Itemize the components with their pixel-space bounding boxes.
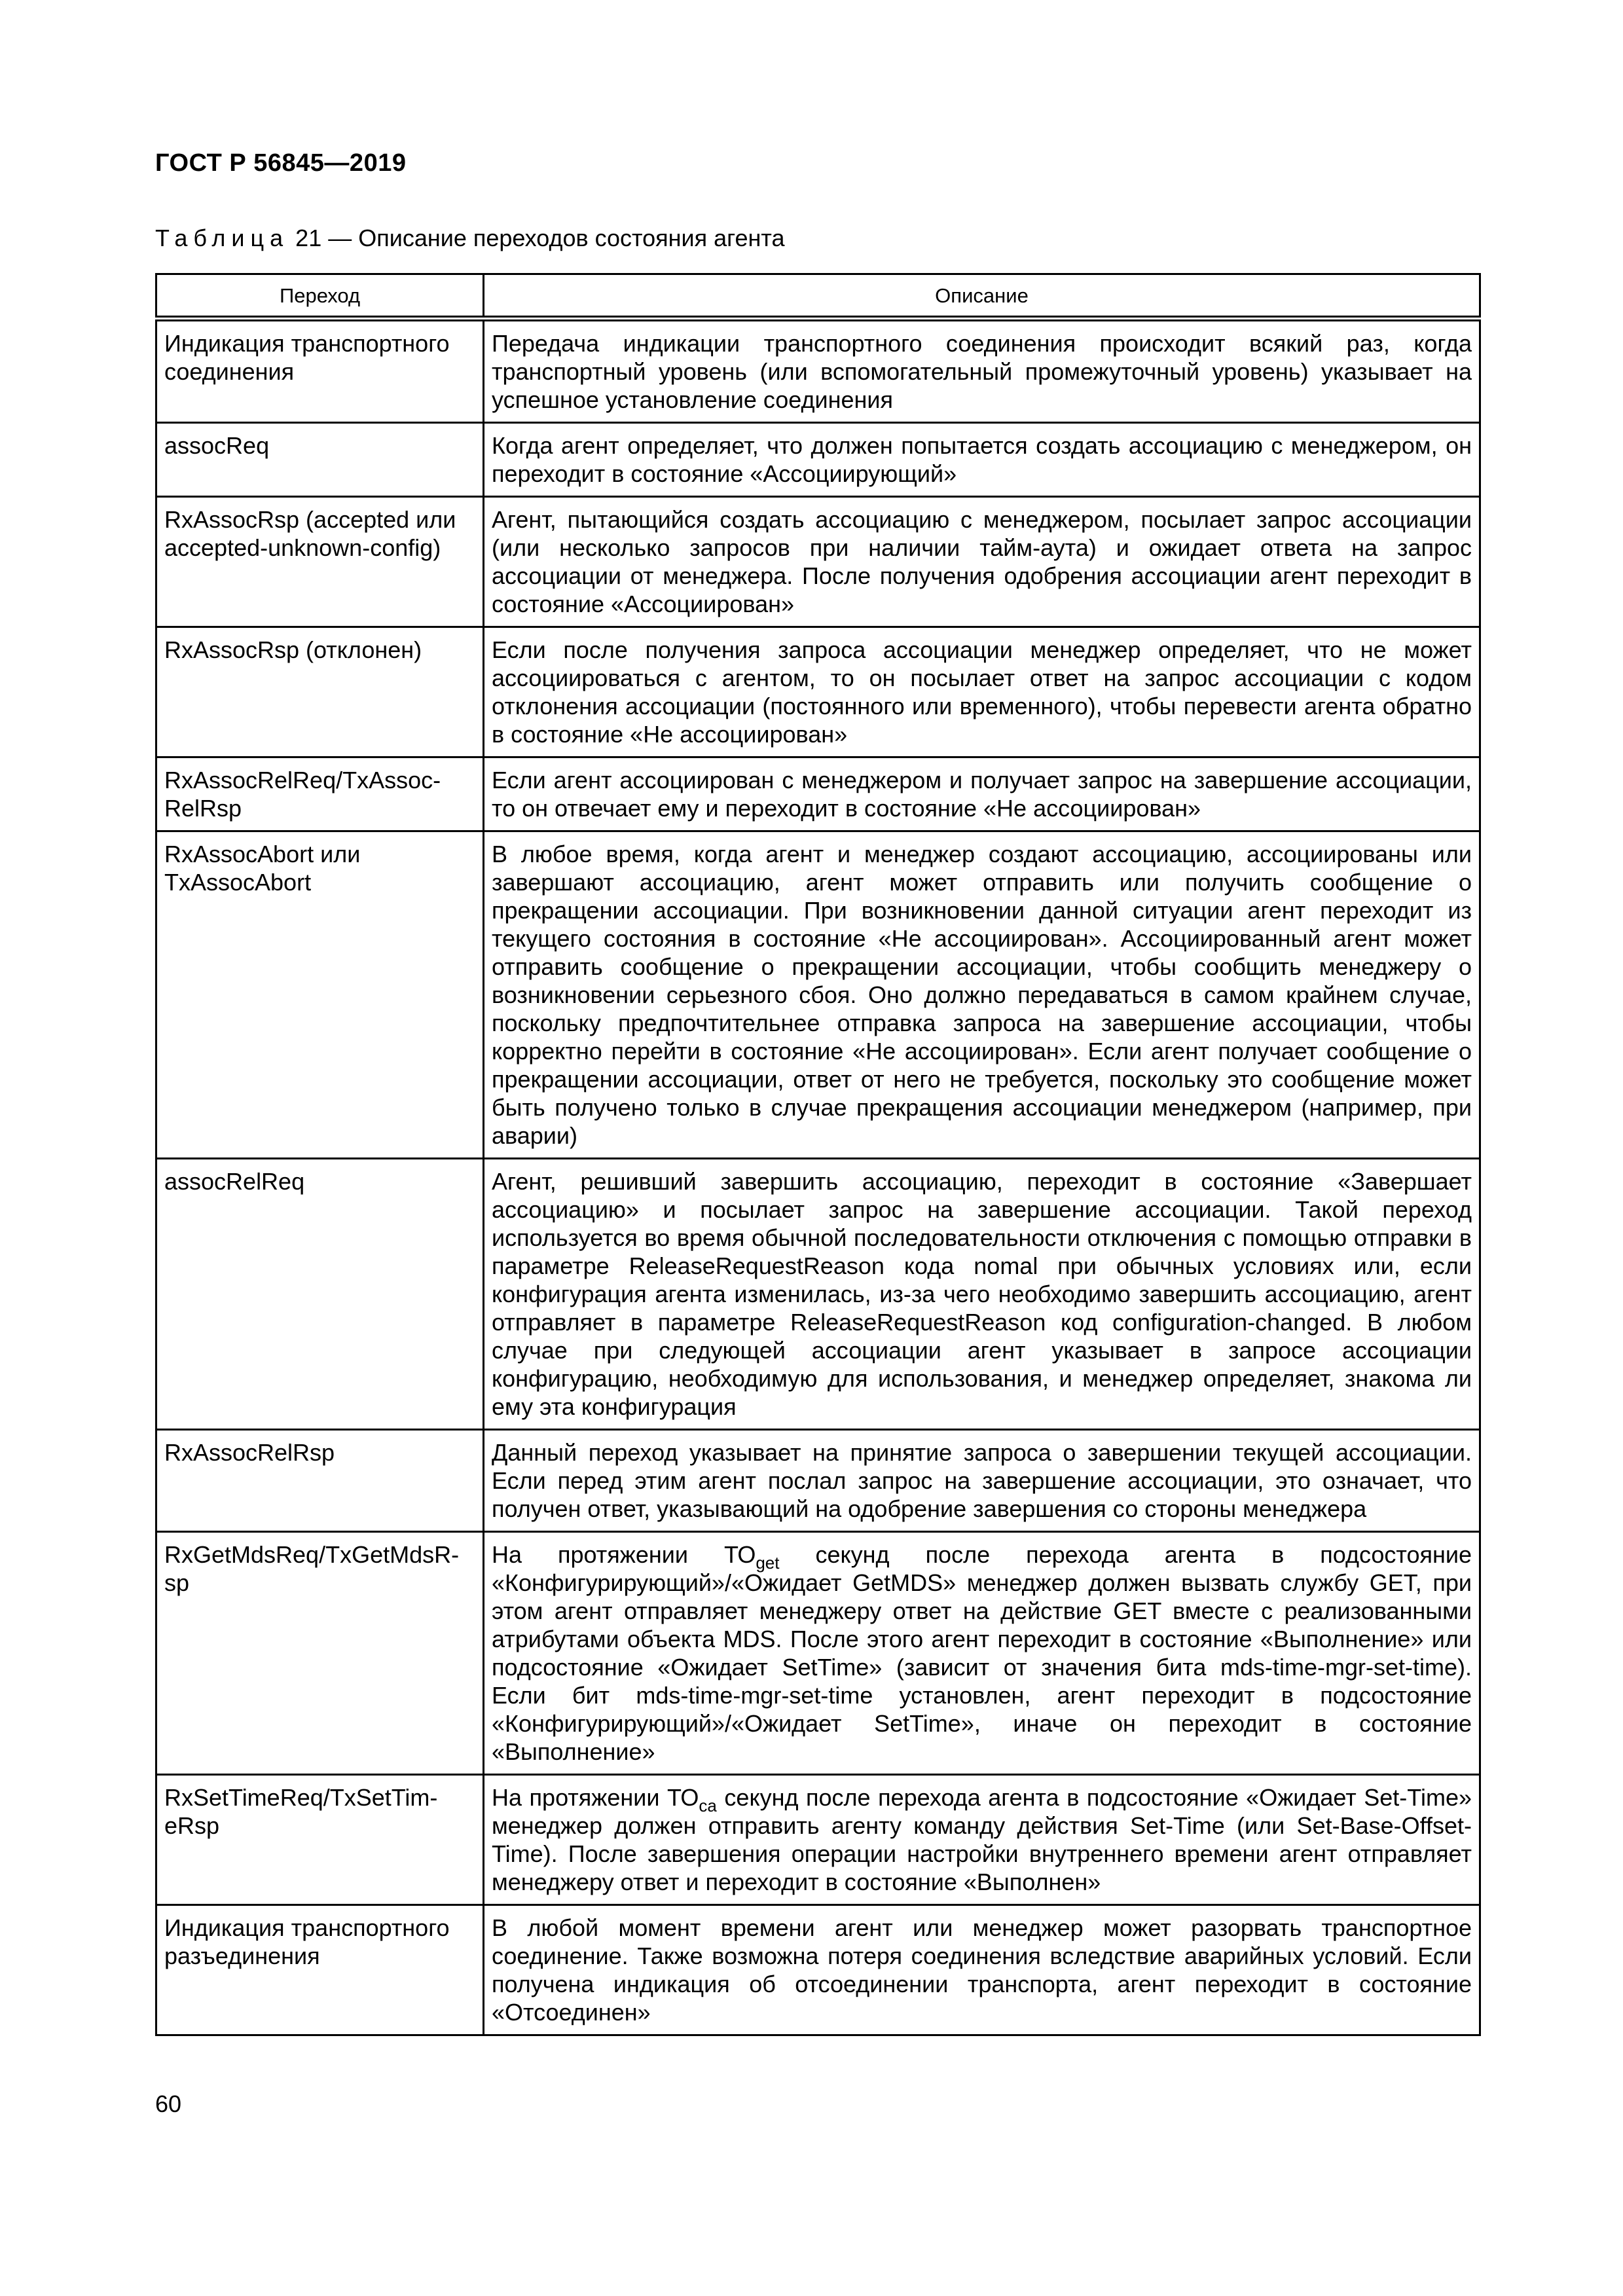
table-row [156,757,1480,831]
caption-label: Таблица [155,225,289,251]
transition-cell: RxSetTimeReq/TxSetTim-eRsp [156,1775,484,1905]
transition-cell: RxAssocRelRsp [156,1430,484,1532]
description-text: На протяжении ТО [492,1784,699,1811]
caption-number: 21 [295,225,322,251]
column-header-description: Описание [484,274,1480,319]
description-text: секунд после перехода агента в подсостояние «Конфигурирующий»/«Ожидает GetMDS» менеджер должен вызвать службу GET, при этом агент отправляет менеджеру ответ на действие GET вместе с реализованными атрибутами объекта MDS. После этого агент переходит в состояние «Выполнение» или подсостояние «Ожидает SetTime» (зависит от значения бита mds-time-mgr-set-time). Если бит mds-time-mgr-set-time установлен, агент переходит в подсостояние «Конфигурирующий»/«Ожидает SetTime», иначе он переходит в состояние «Выполнение» [492,1541,1472,1765]
transition-cell: RxAssocAbort или TxAssocAbort [156,831,484,1159]
timeout-subscript: ca [699,1796,717,1815]
description-cell: Если агент ассоциирован с менеджером и получает запрос на завершение ассоциации, то он отвечает ему и переходит в состояние «Не ассоциирован» [484,757,1480,831]
page-number: 60 [155,2090,182,2117]
transition-cell: RxAssocRsp (accepted или accepted-unknown-config) [156,497,484,627]
description-cell: Передача индикации транспортного соединения происходит всякий раз, когда транспортный уровень (или вспомогательный промежуточный уровень) указывает на успешное установление соединения [484,319,1480,423]
timeout-subscript: get [756,1553,780,1573]
transition-cell: RxAssocRsp (отклонен) [156,627,484,757]
description-cell: Агент, пытающийся создать ассоциацию с менеджером, посылает запрос ассоциации (или несколько запросов при наличии тайм-аута) и ожидает ответа на запрос ассоциации от менеджера. После получения одобрения ассоциации агент переходит в состояние «Ассоциирован» [484,497,1480,627]
description-cell: Агент, решивший завершить ассоциацию, переходит в состояние «Завершает ассоциацию» и посылает запрос на завершение ассоциации. Такой переход используется во время обычной последовательности отключения с помощью отправки в параметре ReleaseRequestReason кода nomal при обычных условиях или, если конфигурация агента изменилась, из-за чего необходимо завершить ассоциацию, агент отправляет в параметре ReleaseRequestReason код configuration-changed. В любом случае при следующей ассоциации агент указывает в запросе ассоциации конфигурацию, необходимую для использования, и менеджер определяет, знакома ли ему эта конфигурация [484,1159,1480,1430]
description-cell: Если после получения запроса ассоциации менеджер определяет, что не может ассоциироваться с агентом, то он посылает ответ на запрос ассоциации с кодом отклонения ассоциации (постоянного или временного), чтобы перевести агента обратно в состояние «Не ассоциирован» [484,627,1480,757]
description-text: На протяжении ТО [492,1541,756,1568]
description-text: секунд после перехода агента в подсостояние «Ожидает Set-Time» менеджер должен отправить агенту команду действия Set-Time (или Set-Base-Offset-Time). После завершения операции настройки внутреннего времени агент отправляет менеджеру ответ и переходит в состояние «Выполнен» [492,1784,1472,1895]
transition-cell: assocReq [156,423,484,497]
table-row [156,1532,1480,1775]
description-cell: Когда агент определяет, что должен попытается создать ассоциацию с менеджером, он переходит в состояние «Ассоциирующий» [484,423,1480,497]
transition-cell: RxAssocRelReq/TxAssoc-RelRsp [156,757,484,831]
document-code: ГОСТ Р 56845—2019 [155,149,407,177]
table-caption [155,225,785,252]
table-row [156,627,1480,757]
transition-cell: Индикация транспортного разъединения [156,1905,484,2035]
transitions-table [155,273,1481,2036]
table-header-row [156,274,1480,319]
table-row [156,319,1480,423]
description-cell [484,1532,1480,1775]
table-row [156,1775,1480,1905]
table-row [156,423,1480,497]
table-row [156,497,1480,627]
description-cell [484,1775,1480,1905]
table-row [156,1430,1480,1532]
description-cell: В любое время, когда агент и менеджер создают ассоциацию, ассоциированы или завершают ассоциацию, агент может отправить или получить сообщение о прекращении ассоциации. При возникновении данной ситуации агент переходит из текущего состояния в состояние «Не ассоциирован». Ассоциированный агент может отправить сообщение о прекращении ассоциации, чтобы сообщить менеджеру о возникновении серьезного сбоя. Оно должно передаваться в самом крайнем случае, поскольку предпочтительнее отправка запроса на завершение ассоциации, чтобы корректно перейти в состояние «Не ассоциирован». Если агент получает сообщение о прекращении ассоциации, ответ от него не требуется, поскольку это сообщение может быть получено только в случае прекращения ассоциации менеджером (например, при аварии) [484,831,1480,1159]
table-row [156,1159,1480,1430]
transition-cell: RxGetMdsReq/TxGetMdsR-sp [156,1532,484,1775]
description-cell: Данный переход указывает на принятие запроса о завершении текущей ассоциации. Если перед этим агент послал запрос на завершение ассоциации, это означает, что получен ответ, указывающий на одобрение завершения со стороны менеджера [484,1430,1480,1532]
transition-cell: Индикация транспортного соединения [156,319,484,423]
caption-title: — Описание переходов состояния агента [321,225,785,251]
column-header-transition: Переход [156,274,484,319]
description-cell: В любой момент времени агент или менеджер может разорвать транспортное соединение. Также возможна потеря соединения вследствие аварийных условий. Если получена индикация об отсоединении транспорта, агент переходит в состояние «Отсоединен» [484,1905,1480,2035]
transition-cell: assocRelReq [156,1159,484,1430]
table-row [156,1905,1480,2035]
table-row [156,831,1480,1159]
